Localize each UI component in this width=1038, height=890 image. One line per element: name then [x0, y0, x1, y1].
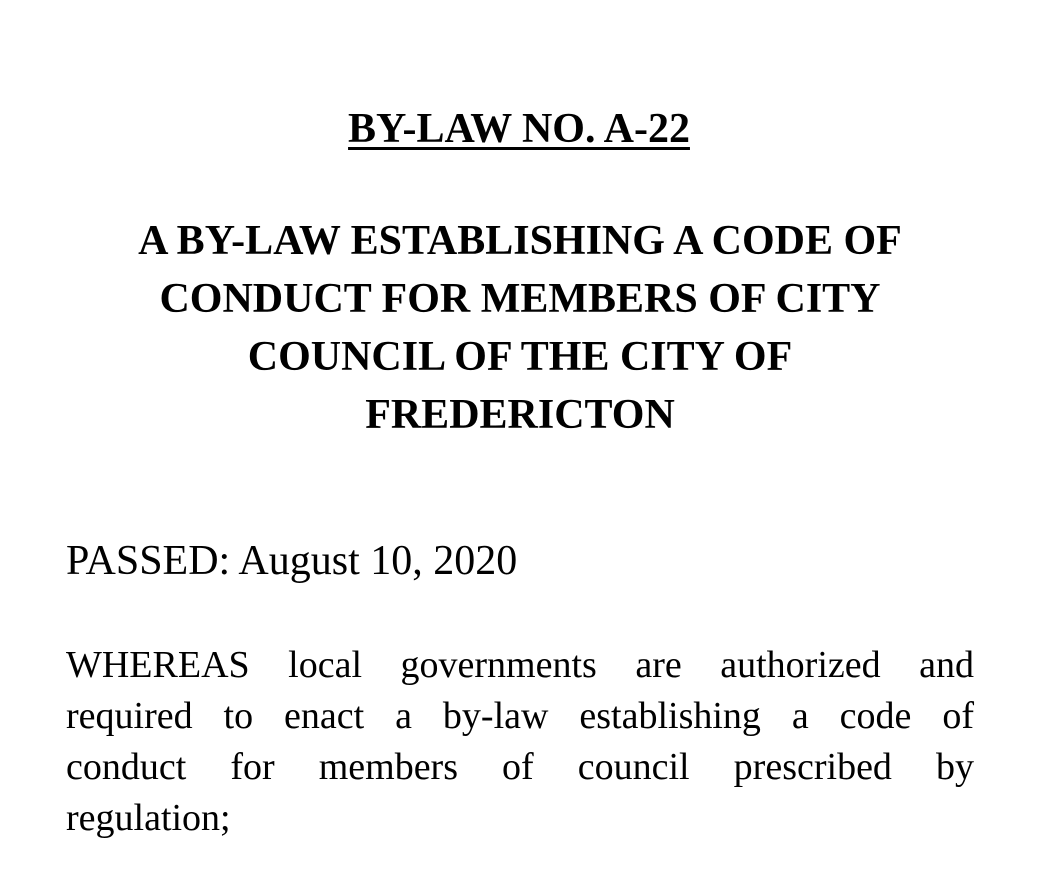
- bylaw-number-text: BY-LAW NO. A-22: [348, 106, 690, 152]
- bylaw-number-heading: [0, 103, 1038, 155]
- bylaw-title-line: FREDERICTON: [365, 392, 675, 438]
- whereas-line: WHEREAS local governments are authorized and: [66, 644, 974, 686]
- passed-date: PASSED: August 10, 2020: [66, 538, 518, 584]
- whereas-line: conduct for members of council prescribed by: [66, 746, 974, 788]
- bylaw-title-line: COUNCIL OF THE CITY OF: [247, 334, 793, 380]
- whereas-line: regulation;: [66, 797, 231, 839]
- bylaw-title-line: A BY-LAW ESTABLISHING A CODE OF: [138, 218, 902, 264]
- bylaw-title: [40, 212, 1000, 444]
- whereas-line: required to enact a by-law establishing a code of: [66, 695, 974, 737]
- whereas-paragraph: [66, 640, 974, 844]
- bylaw-title-line: CONDUCT FOR MEMBERS OF CITY: [159, 276, 881, 322]
